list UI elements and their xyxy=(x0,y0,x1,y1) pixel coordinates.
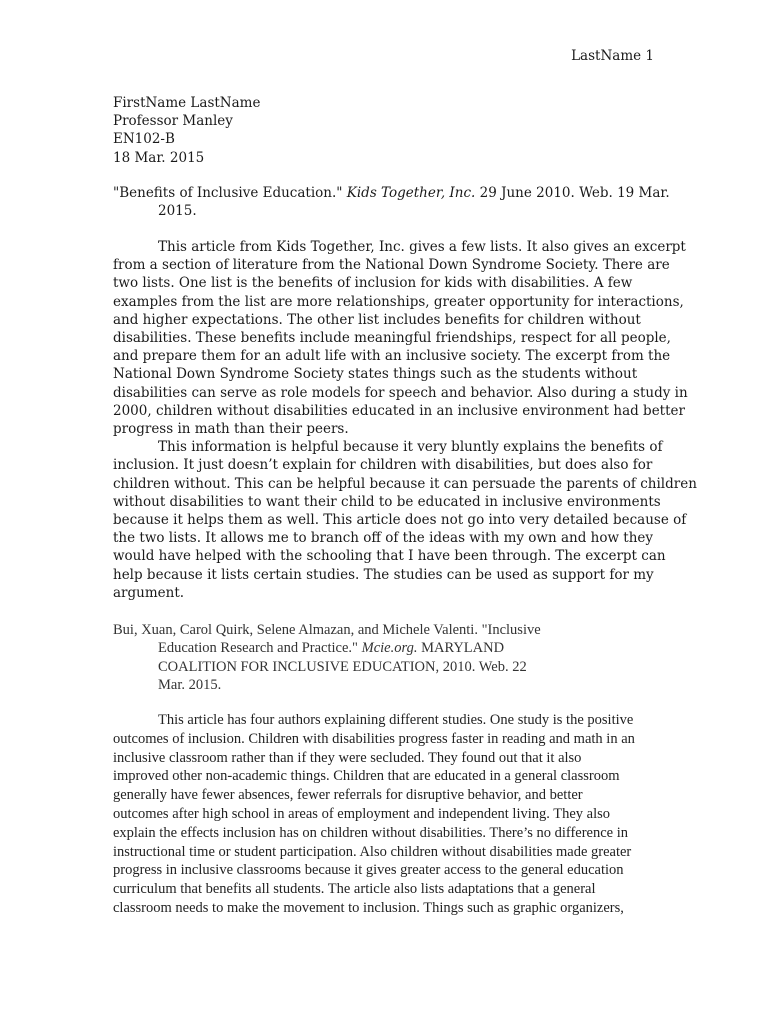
paragraph-line: the two lists. It allows me to branch off of the ideas with my own and how they xyxy=(113,530,654,547)
paragraph-line: because it helps them as well. This article does not go into very detailed because of xyxy=(113,512,687,529)
paragraph-line: would have helped with the schooling that I have been through. The excerpt can xyxy=(113,548,666,565)
date: 18 Mar. 2015 xyxy=(113,149,205,166)
student-name: FirstName LastName xyxy=(113,95,261,111)
citation-2-title: Education Research and Practice." xyxy=(158,640,362,657)
citation-2 xyxy=(113,621,658,695)
citation-2-line-3: COALITION FOR INCLUSIVE EDUCATION, 2010. Web. 22 xyxy=(158,658,527,675)
citation-1-line-2: 2015. xyxy=(158,203,197,220)
paragraph-line: This information is helpful because it very bluntly explains the benefits of xyxy=(158,439,663,456)
paragraph-line: two lists. One list is the benefits of inclusion for kids with disabilities. A few xyxy=(113,275,633,292)
paragraph-line: and higher expectations. The other list includes benefits for children without xyxy=(113,311,641,328)
paragraph-line: without disabilities to want their child to be educated in inclusive environments xyxy=(113,493,661,510)
paragraph-line: curriculum that benefits all students. The article also lists adaptations that a general xyxy=(113,881,596,898)
paragraph-line: inclusive classroom rather than if they were secluded. They found out that it also xyxy=(113,749,582,766)
paragraph-line: disabilities can serve as role models for speech and behavior. Also during a study in xyxy=(113,384,688,401)
course-code: EN102-B xyxy=(113,131,175,148)
citation-1-source: Kids Together, Inc. xyxy=(346,185,476,201)
paragraph-line: This article has four authors explaining different studies. One study is the positive xyxy=(158,712,634,728)
paragraph-line: National Down Syndrome Society states things such as the students without xyxy=(113,366,638,383)
paragraph-line: progress in inclusive classrooms because it gives greater access to the general education xyxy=(113,862,624,879)
paragraph-line: progress in math than their peers. xyxy=(113,421,349,438)
citation-2-line-1: Bui, Xuan, Carol Quirk, Selene Almazan, and Michele Valenti. "Inclusive xyxy=(113,622,541,638)
paragraph-line: and prepare them for an adult life with an inclusive society. The excerpt from the xyxy=(113,348,671,365)
paragraph-line: disabilities. These benefits include meaningful friendships, respect for all people, xyxy=(113,330,671,347)
paragraph-line: inclusion. It just doesn’t explain for children with disabilities, but does also for xyxy=(113,457,653,474)
citation-1-line-1 xyxy=(113,184,670,202)
paragraph-line: improved other non-academic things. Children that are educated in a general classroom xyxy=(113,768,620,785)
paragraph-line: generally have fewer absences, fewer referrals for disruptive behavior, and better xyxy=(113,787,583,804)
citation-2-publisher-start: MARYLAND xyxy=(417,640,505,657)
paragraph-line: examples from the list are more relationships, greater opportunity for interactions, xyxy=(113,293,684,310)
citation-1-title: "Benefits of Inclusive Education." xyxy=(113,185,347,201)
paragraph-line: outcomes after high school in areas of employment and independent living. They also xyxy=(113,805,611,822)
citation-1-dates: 29 June 2010. Web. 19 Mar. xyxy=(475,185,670,201)
paragraph-line: help because it lists certain studies. The studies can be used as support for my xyxy=(113,566,654,583)
paragraph-line: from a section of literature from the National Down Syndrome Society. There are xyxy=(113,257,670,274)
paragraph-line: This article from Kids Together, Inc. gives a few lists. It also gives an excerpt xyxy=(158,239,686,255)
paragraph-line: children without. This can be helpful because it can persuade the parents of children xyxy=(113,475,697,492)
citation-2-source: Mcie.org. xyxy=(361,640,418,657)
annotation-1 xyxy=(113,238,697,602)
paragraph-line: 2000, children without disabilities educated in an inclusive environment had better xyxy=(113,402,685,419)
professor-name: Professor Manley xyxy=(113,113,233,130)
annotation-2 xyxy=(113,711,658,918)
citation-1 xyxy=(113,184,670,220)
running-head: LastName 1 xyxy=(571,48,654,64)
citation-2-line-2 xyxy=(113,639,658,657)
student-heading xyxy=(113,94,658,167)
citation-2-line-4: Mar. 2015. xyxy=(158,677,222,694)
paragraph-line: classroom needs to make the movement to inclusion. Things such as graphic organizers, xyxy=(113,899,624,916)
paragraph-line: outcomes of inclusion. Children with disabilities progress faster in reading and math in an xyxy=(113,730,635,747)
paragraph-line: argument. xyxy=(113,584,185,601)
paragraph-line: explain the effects inclusion has on children without disabilities. There’s no difference in xyxy=(113,824,629,841)
paragraph-line: instructional time or student participation. Also children without disabilities made greater xyxy=(113,843,632,860)
